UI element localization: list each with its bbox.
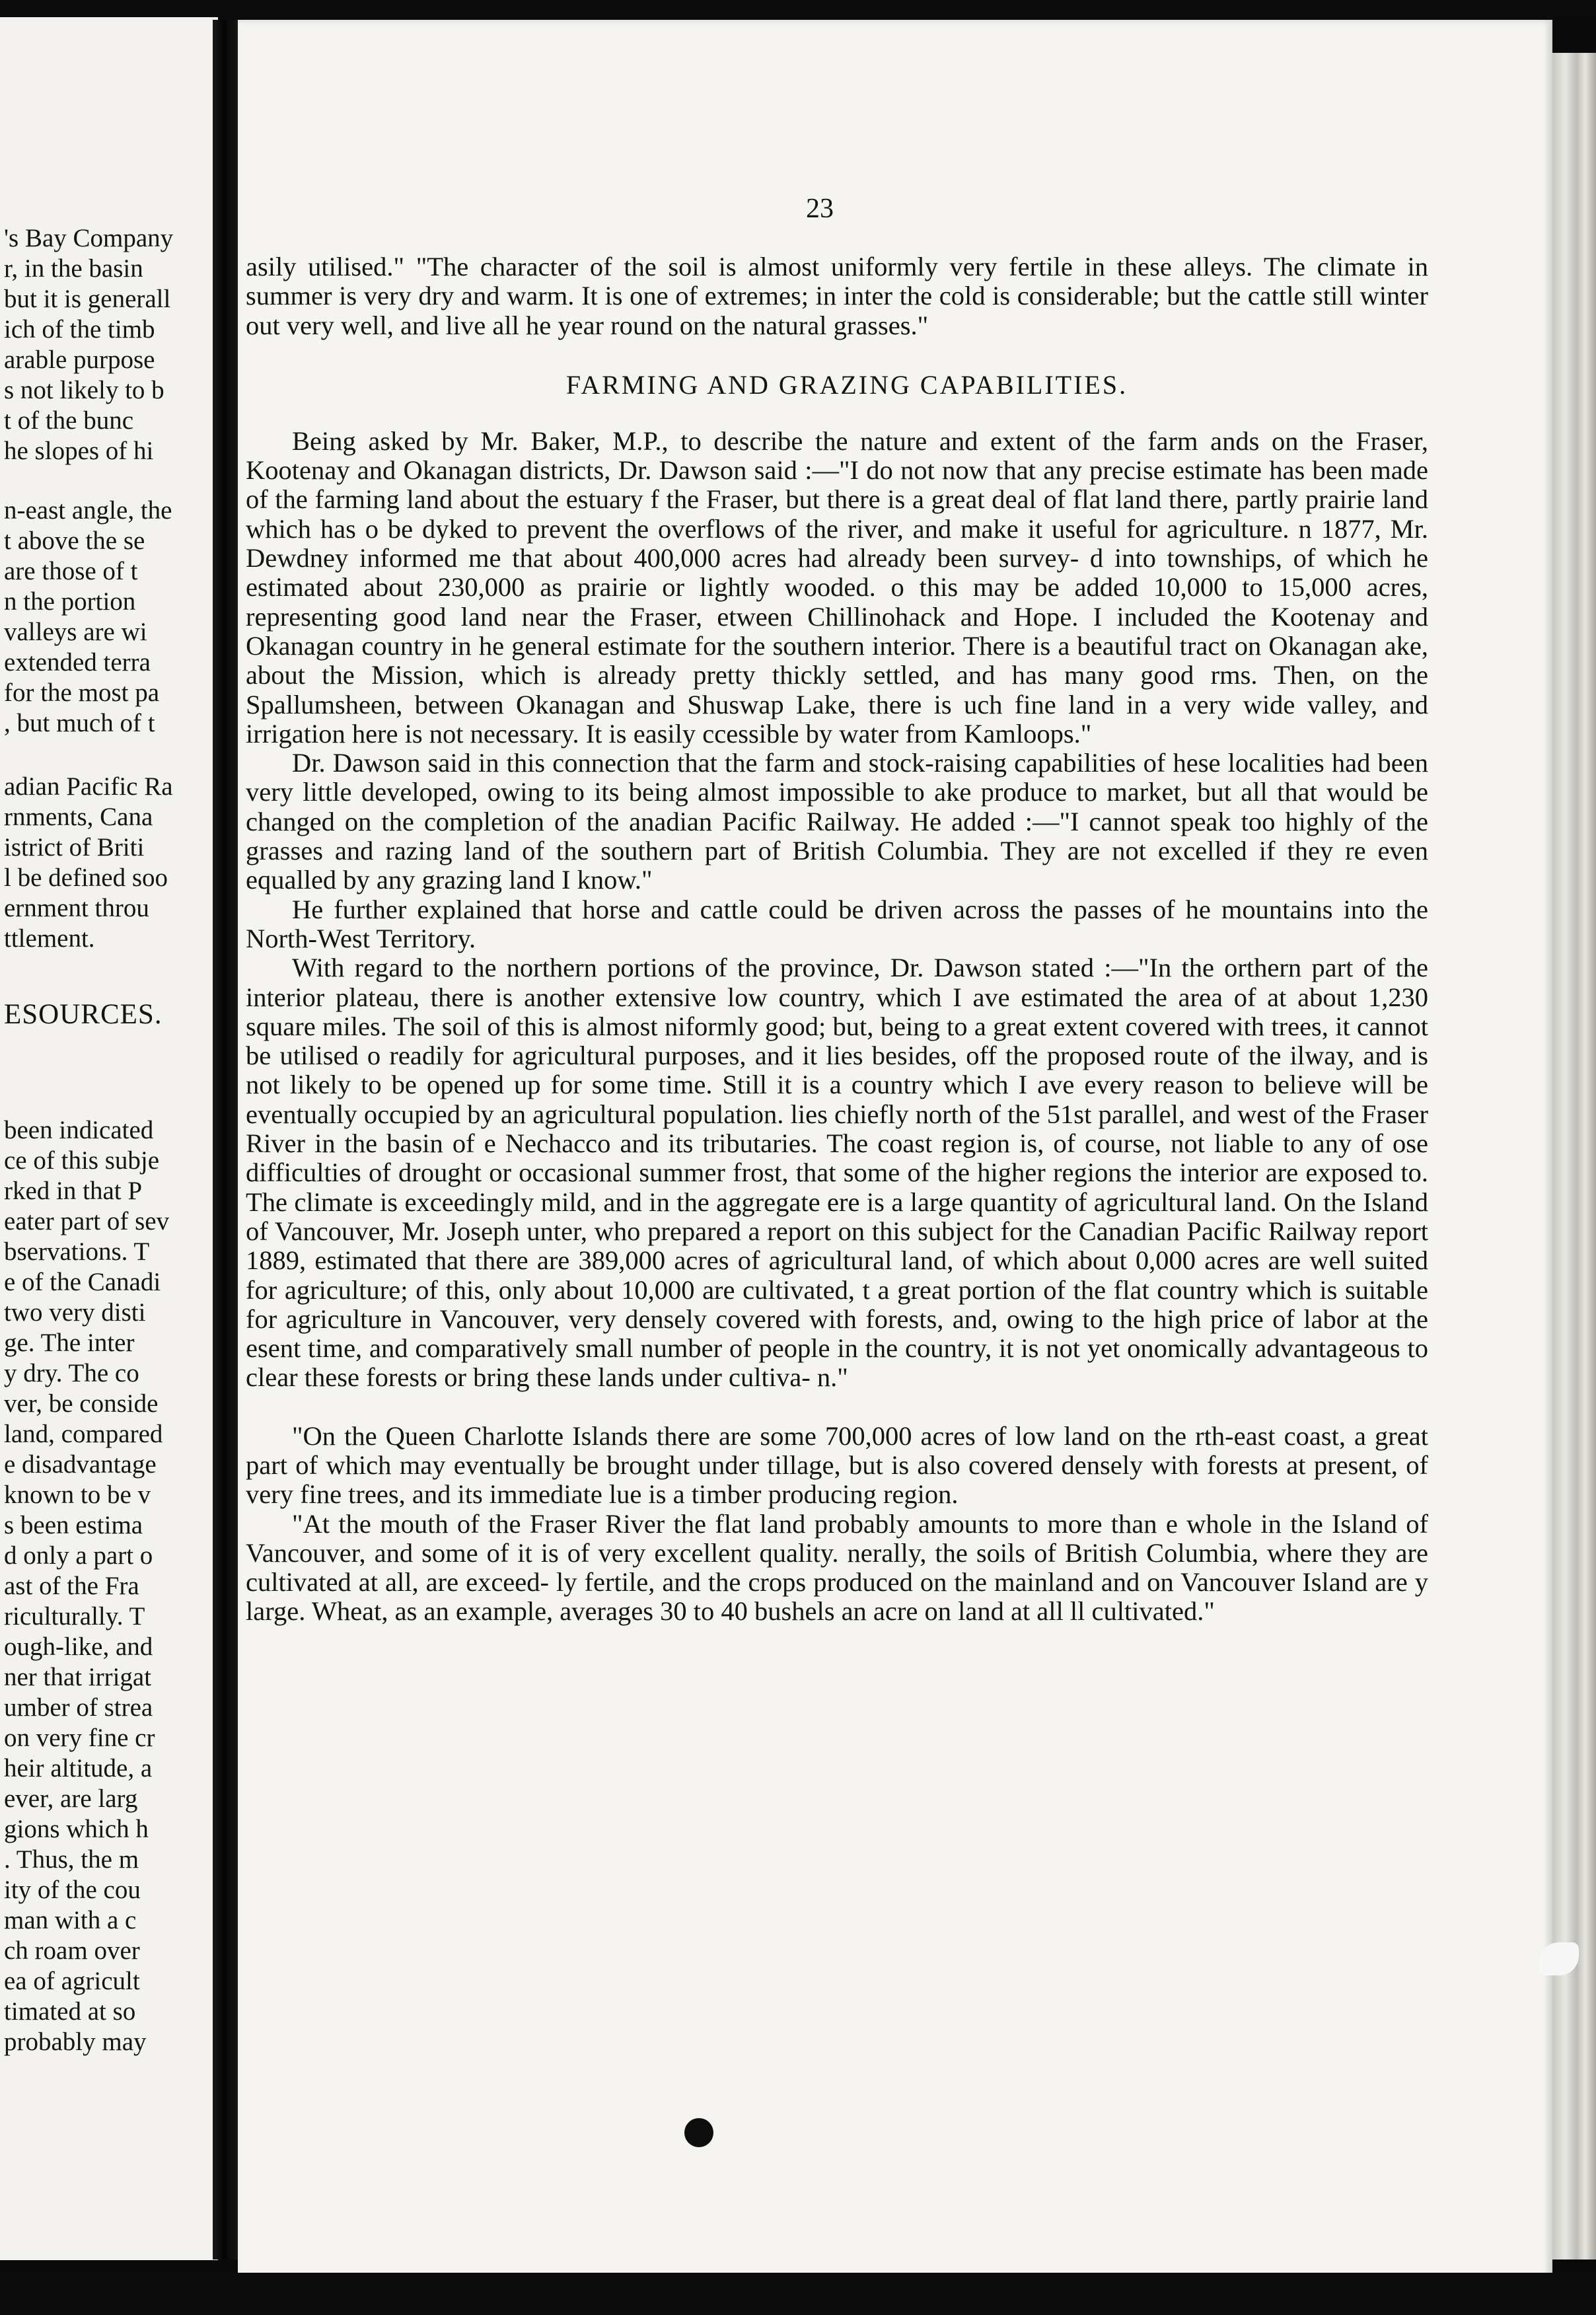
facing-page-line: d only a part o xyxy=(4,1541,153,1570)
ink-dot xyxy=(684,2118,713,2147)
facing-page-line: istrict of Briti xyxy=(4,833,145,862)
facing-page-line: rnments, Cana xyxy=(4,803,153,831)
paragraph-baker-question: Being asked by Mr. Baker, M.P., to describe the nature and extent of the farm ands on the Fraser, Kootenay and Okanagan districts, Dr. Dawson said :—"I do not now that any precise estimate has been made of the farming land about the estuary f the Fraser, but there is a great deal of flat land there, partly prairie land which has o be dyked to prevent the overflows of the river, and make it useful for agriculture. n 1877, Mr. Dewdney informed me that about 400,000 acres had already been survey- d into townships, of which he estimated about 230,000 as prairie or lightly wooded. o this may be added 10,000 to 15,000 acres, representing good land near the Fraser, etween Chillinohack and Hope. I included the Kootenay and Okanagan country in he general estimate for the southern interior. There is a beautiful tract on Okanagan ake, about the Mission, which is already pretty thickly settled, and has many good rms. Then, on the Spallumsheen, between Okanagan and Shuswap Lake, there is uch fine land in a very wide valley, and irrigation here is not necessary. It is easily ccessible by water from Kamloops." xyxy=(246,425,1428,749)
facing-page-line: ast of the Fra xyxy=(4,1572,139,1600)
facing-page-line: , but much of t xyxy=(4,709,155,737)
paragraph-queen-charlotte: "On the Queen Charlotte Islands there are some 700,000 acres of low land on the rth-east coast, a great part of which may eventually be brought under tillage, but is also covered densely with forests at present, of very fine trees, and its immediate lue is a timber producing region. xyxy=(246,1420,1428,1510)
page-body xyxy=(246,252,1428,1627)
facing-page-line: 's Bay Company xyxy=(4,224,174,252)
facing-page-line: bservations. T xyxy=(4,1237,150,1266)
facing-page-line: land, compared xyxy=(4,1420,163,1448)
paragraph-northern-portions: With regard to the northern portions of the province, Dr. Dawson stated :—"In the orthern part of the interior plateau, there is another extensive low country, which I ave estimated the area of at about 1,230 square miles. The soil of this is almost niformly good; but, being to a great extent covered with trees, it cannot be utilised o readily for agricultural purposes, and it lies besides, off the proposed route of the ilway, and is not likely to be opened up for some time. Still it is a country which I ave every reason to believe will be eventually occupied by an agricultural population. lies chiefly north of the 51st parallel, and west of the Fraser River in the basin of e Nechacco and its tributaries. The coast region is, of course, not liable to any of ose difficulties of drought or occasional summer frost, that some of the higher regions the interior are exposed to. The climate is exceedingly mild, and in the aggregate ere is a large quantity of agricultural land. On the Island of Vancouver, Mr. Joseph unter, who prepared a report on this subject for the Canadian Pacific Railway report 1889, estimated that there are 389,000 acres of agricultural land, of which about 0,000 acres are well suited for agriculture; of this, only about 10,000 are cultivated, t a great portion of the flat country which is suitable for agriculture in Vancouver, very densely covered with forests, and, owing to the high price of labor at the esent time, and comparatively small number of people in the country, it is not yet onomically advantageous to clear these forests or bring these lands under cultiva- n." xyxy=(246,953,1428,1393)
facing-page-line: s been estima xyxy=(4,1511,143,1539)
opening-paragraph: asily utilised." "The character of the soil is almost uniformly very fertile in these alleys. The climate in summer is very dry and warm. It is one of extremes; in inter the cold is considerable; but the cattle still winter out very well, and live all he year round on the natural grasses." xyxy=(246,252,1428,340)
facing-page-line: ich of the timb xyxy=(4,315,155,344)
facing-page-line: man with a c xyxy=(4,1906,137,1934)
facing-page-line: ttlement. xyxy=(4,924,95,953)
section-heading: FARMING AND GRAZING CAPABILITIES. xyxy=(565,369,1128,400)
facing-page-line: known to be v xyxy=(4,1481,151,1509)
facing-page-line: been indicated xyxy=(4,1116,154,1144)
facing-page-line: . Thus, the m xyxy=(4,1845,139,1874)
scan-bottom-border xyxy=(0,2273,1596,2315)
paragraph-gap xyxy=(246,1393,1428,1422)
facing-page-line: valleys are wi xyxy=(4,618,147,646)
facing-page-line: heir altitude, a xyxy=(4,1754,153,1782)
facing-page-line: but it is generall xyxy=(4,285,171,313)
facing-page-line: arable purpose xyxy=(4,346,155,374)
facing-page-line: rked in that P xyxy=(4,1177,143,1205)
facing-page-line: extended terra xyxy=(4,648,151,677)
facing-page-line: adian Pacific Ra xyxy=(4,772,173,801)
page-number: 23 xyxy=(806,194,834,224)
facing-page-line: y dry. The co xyxy=(4,1359,139,1387)
paragraph-stock-raising: Dr. Dawson said in this connection that the farm and stock-raising capabilities of hese localities had been very little developed, owing to its being almost impossible to ake produce to market, but all that would be changed on the completion of the anadian Pacific Railway. He added :—"I cannot speak too highly of the grasses and razing land of the southern part of British Columbia. They are not excelled if they re even equalled by any grazing land I know." xyxy=(246,748,1428,895)
facing-page-line: n the portion xyxy=(4,587,136,616)
paragraph-passes: He further explained that horse and cattle could be driven across the passes of he mountains into the North-West Territory. xyxy=(246,894,1428,953)
facing-page-line: t of the bunc xyxy=(4,406,134,435)
facing-page-line: t above the se xyxy=(4,527,145,555)
facing-page-line: eater part of sev xyxy=(4,1207,170,1235)
facing-page-line: ernment throu xyxy=(4,894,149,922)
facing-page-line: s not likely to b xyxy=(4,376,164,404)
page-edge-stack xyxy=(1552,53,1596,2260)
facing-page-line: ch roam over xyxy=(4,1936,140,1965)
facing-page-line: ough-like, and xyxy=(4,1633,153,1661)
facing-page-line: ver, be conside xyxy=(4,1389,159,1418)
facing-page-line: timated at so xyxy=(4,1997,136,2026)
facing-page-line: ea of agricult xyxy=(4,1967,140,1995)
facing-page-line: he slopes of hi xyxy=(4,437,154,465)
facing-page-line: umber of strea xyxy=(4,1693,153,1722)
facing-page-line: l be defined soo xyxy=(4,864,168,892)
facing-page-line: riculturally. T xyxy=(4,1602,145,1631)
paragraph-fraser-mouth: "At the mouth of the Fraser River the flat land probably amounts to more than e whole in the Island of Vancouver, and some of it is of very excellent quality. nerally, the soils of British Columbia, where they are cultivated at all, are exceed- ly fertile, and the crops produced on the mainland and on Vancouver Island are y large. Wheat, as an example, averages 30 to 40 bushels an acre on land at all ll cultivated." xyxy=(246,1508,1428,1627)
facing-page-line: e disadvantage xyxy=(4,1450,157,1479)
facing-page-line: n-east angle, the xyxy=(4,496,172,525)
facing-page-line: ever, are larg xyxy=(4,1784,138,1813)
facing-page-line: ce of this subje xyxy=(4,1146,160,1175)
facing-page-line: are those of t xyxy=(4,557,138,585)
facing-page-left xyxy=(0,17,218,2260)
facing-page-line: e of the Canadi xyxy=(4,1268,161,1296)
facing-page-line: probably may xyxy=(4,2028,147,2056)
facing-page-line: on very fine cr xyxy=(4,1724,155,1752)
facing-page-line: r, in the basin xyxy=(4,254,143,283)
facing-page-line: ESOURCES. xyxy=(4,999,163,1030)
scan-top-border xyxy=(0,0,1596,20)
facing-page-line: ity of the cou xyxy=(4,1876,141,1904)
facing-page-line: gions which h xyxy=(4,1815,149,1843)
facing-page-line: for the most pa xyxy=(4,679,160,707)
facing-page-line: ge. The inter xyxy=(4,1329,135,1357)
facing-page-line: two very disti xyxy=(4,1298,146,1327)
facing-page-line: ner that irrigat xyxy=(4,1663,152,1691)
